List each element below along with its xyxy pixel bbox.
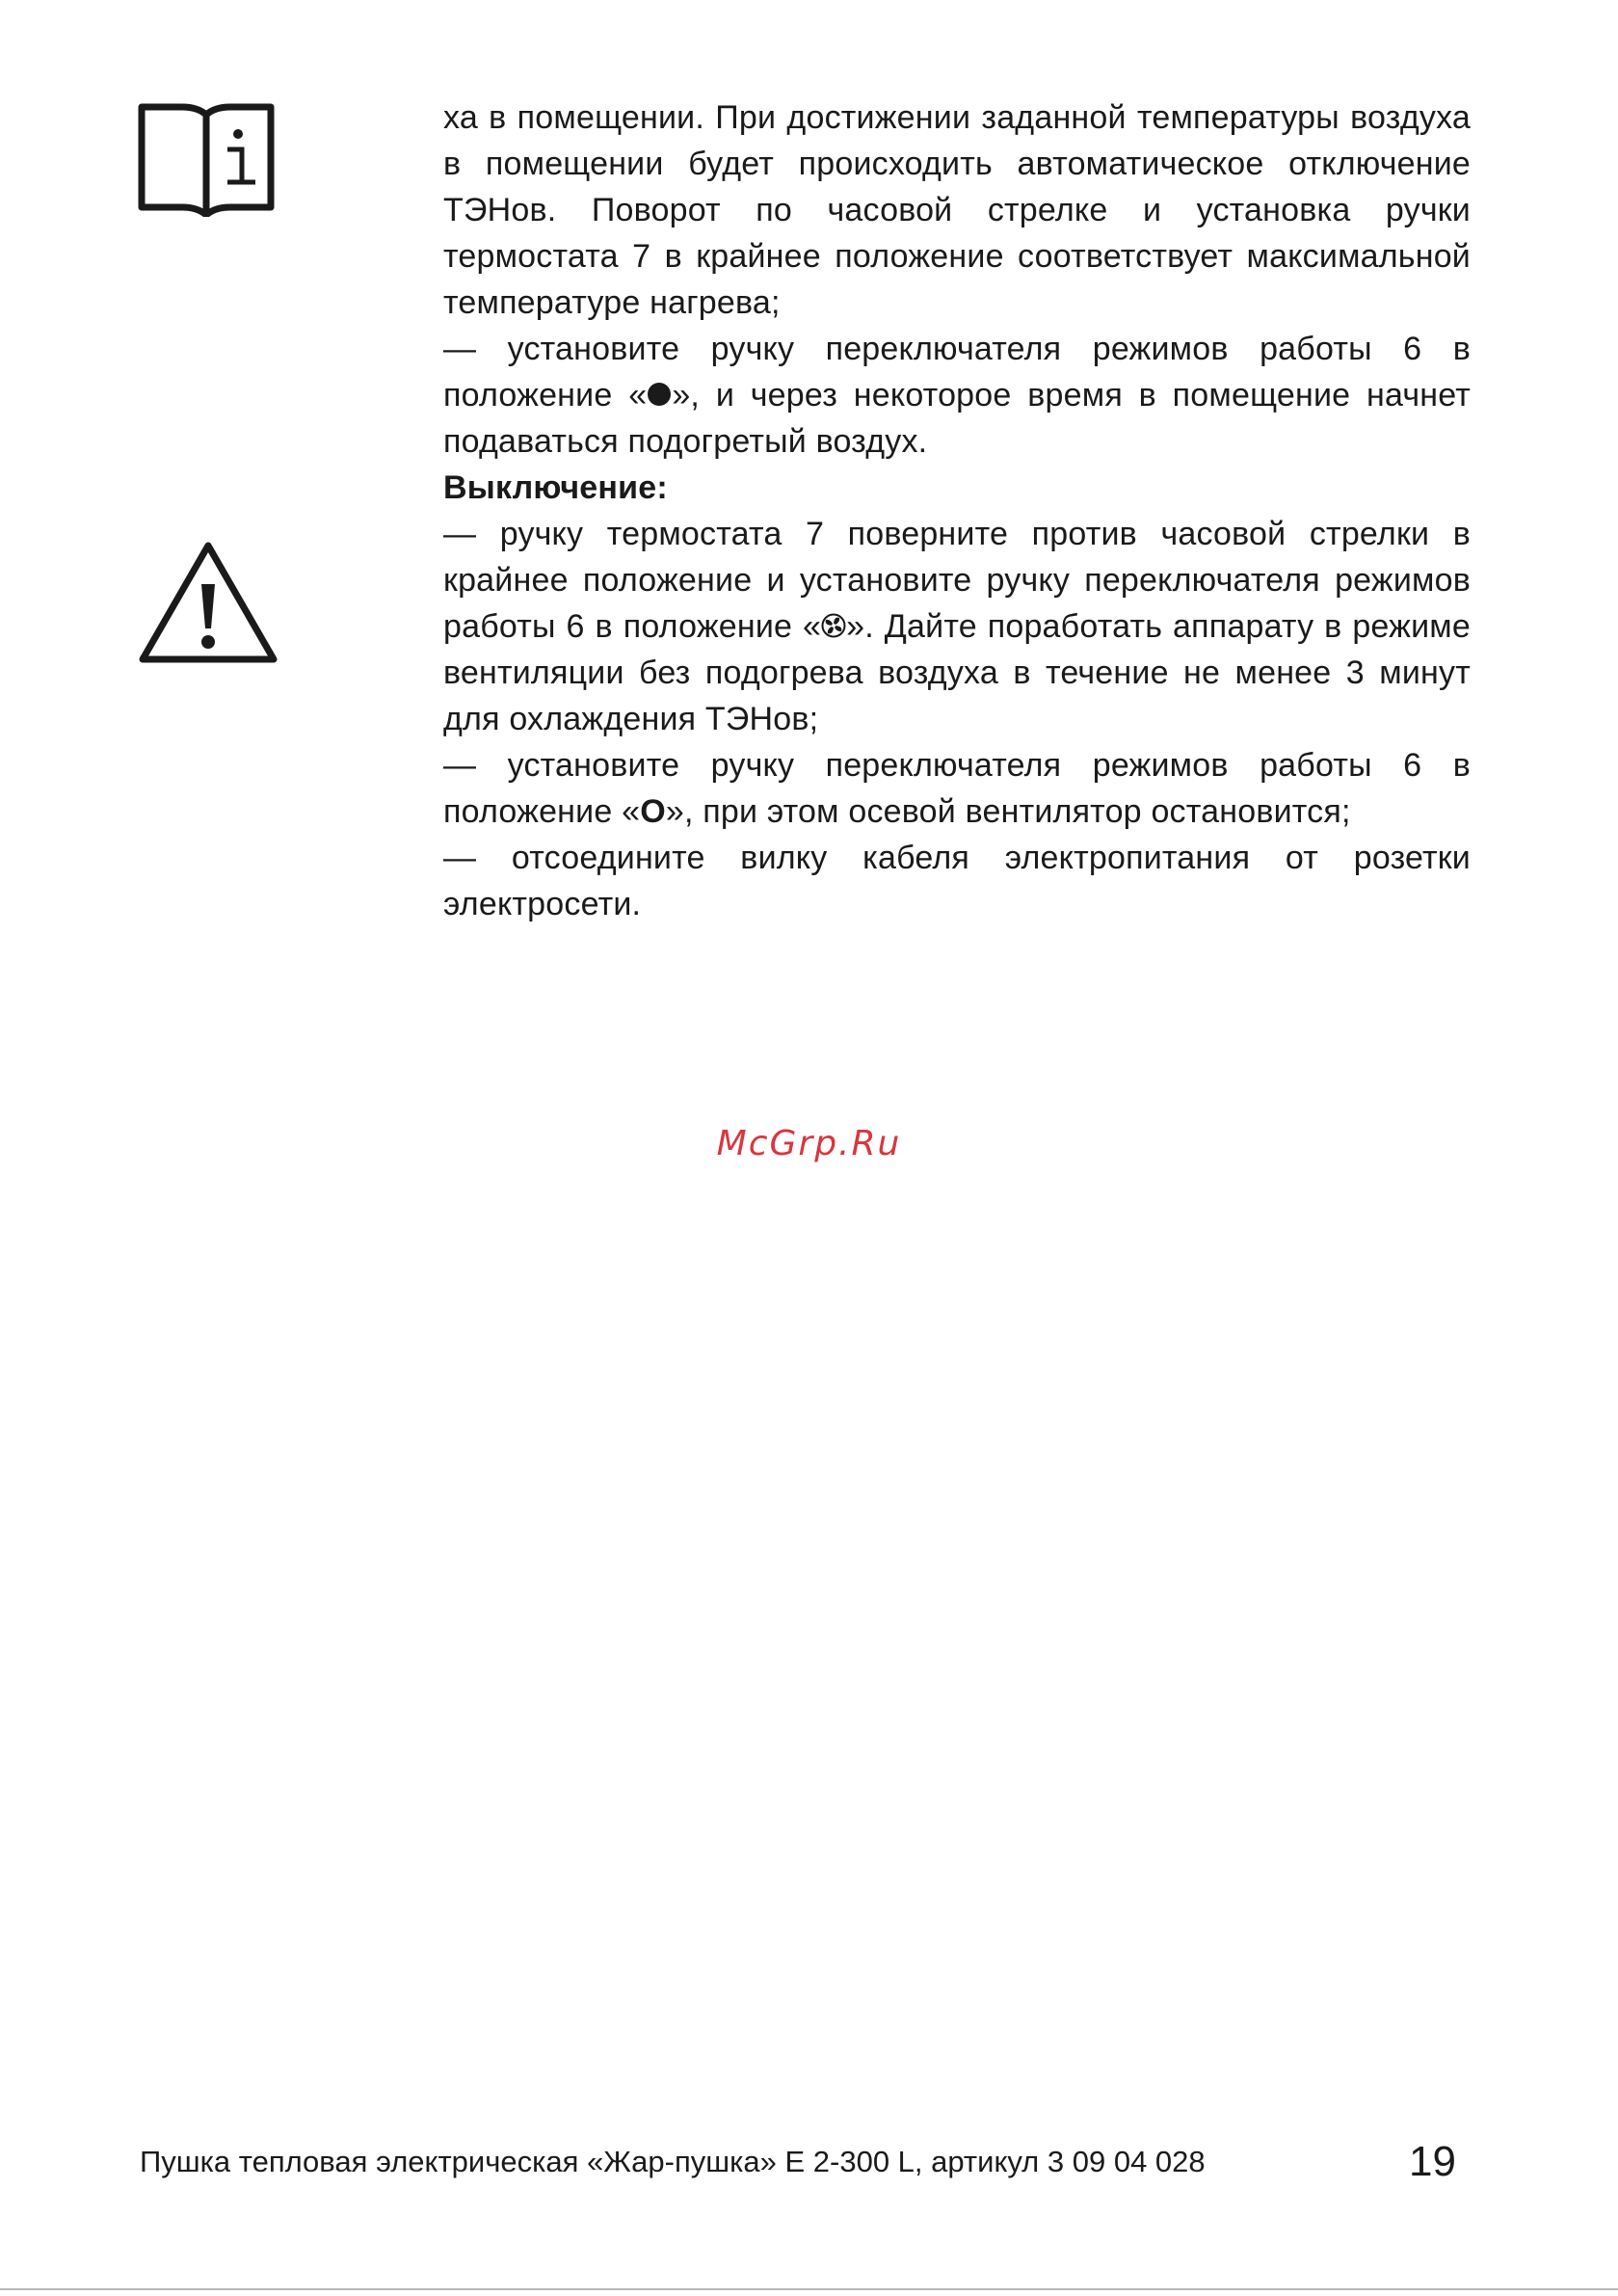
paragraph-text: — ручку термостата 7 поверните против часовой стрелки в крайнее положение и установите ручку переключателя режимов работы 6 в положение « [443,516,1471,645]
footer-product-title: Пушка тепловая электрическая «Жар-пушка» Е 2-300 L, артикул 3 09 04 028 [140,2145,1206,2178]
page-number: 19 [1409,2138,1456,2185]
open-book-info-icon [138,99,275,217]
watermark: McGrp.Ru [716,1124,902,1163]
paragraph-fan-stop [443,742,1471,835]
off-symbol: O [640,793,666,830]
heating-mode-dot-icon [647,382,672,407]
fan-mode-icon [821,613,846,638]
warning-triangle-icon [138,540,279,665]
paragraph-text: », и через некоторое время в помещение начнет подаваться подогретый воздух. [443,377,1471,460]
paragraph-text: — установите ручку переключателя режимов работы 6 в положение « [443,331,1471,414]
section-heading-shutdown: Выключение: [443,469,668,506]
paragraph-text: », при этом осевой вентилятор остановится; [665,793,1351,830]
body-text [443,94,1471,927]
paragraph-heating-mode [443,326,1471,465]
paragraph-text: ». Дайте поработать аппарату в режиме вентиляции без подогрева воздуха в течение не менее 3 минут для охлаждения ТЭНов; [443,608,1471,737]
paragraph-unplug: — отсоедините вилку кабеля электропитания от розетки электросети. [443,840,1471,922]
paragraph-shutdown-thermostat [443,511,1471,742]
paragraph-text: — установите ручку переключателя режимов работы 6 в положение « [443,747,1471,830]
page-bottom-divider [0,2288,1618,2290]
paragraph-heating: ха в помещении. При достижении заданной температуры воздуха в помещении будет происходить автоматическое отключение ТЭНов. Поворот по часовой стрелке и установка ручки термостата 7 в крайнее положение соответствует максимальной температуре нагрева; [443,99,1471,321]
